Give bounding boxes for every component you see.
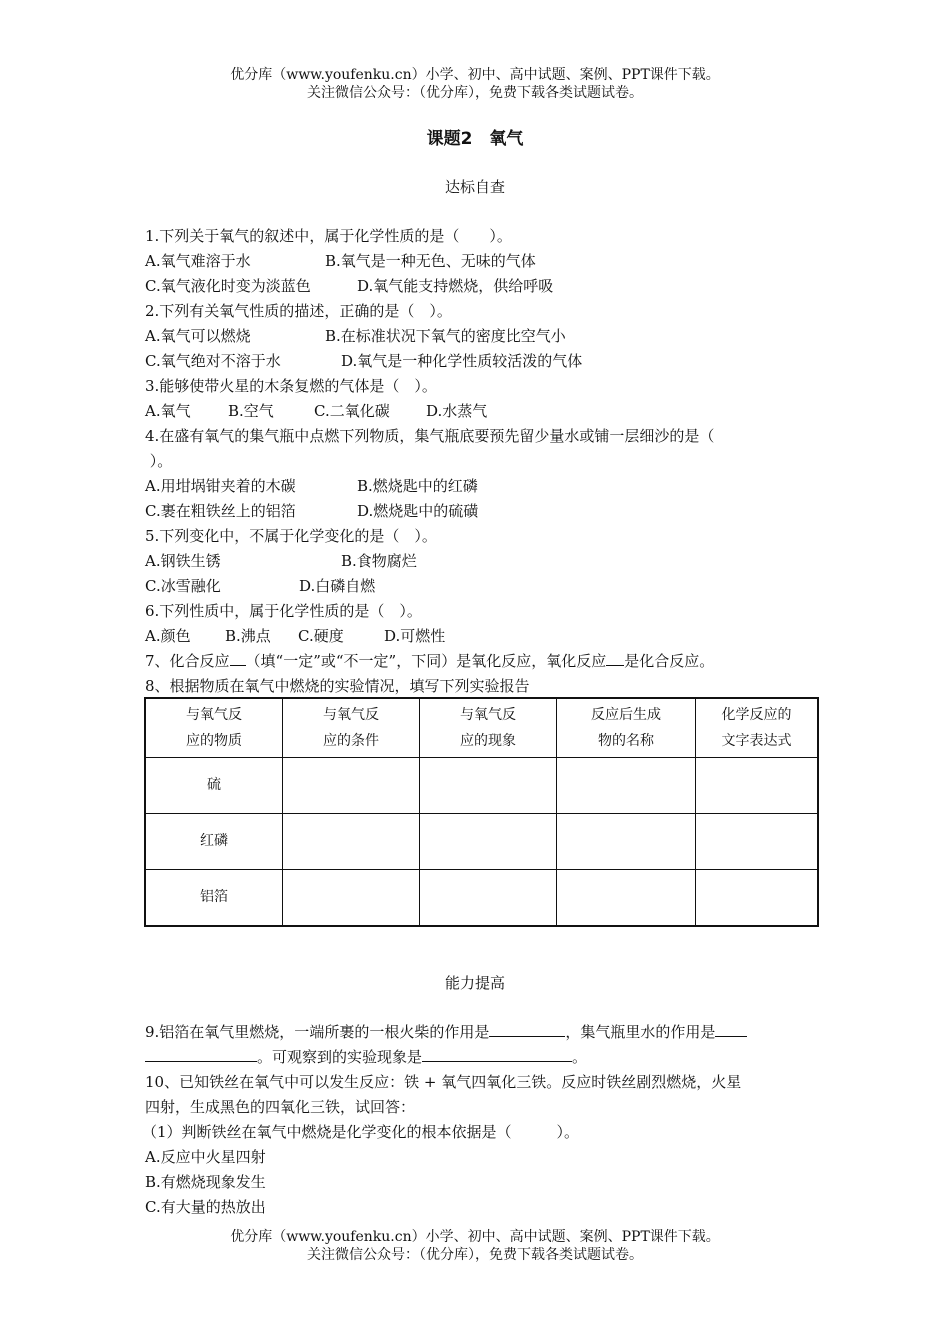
option-d: D.氧气是一种化学性质较活泼的气体 [341, 352, 583, 370]
table-cell-empty[interactable] [420, 869, 557, 926]
option-c: C.冰雪融化 [145, 577, 221, 595]
section-heading-advanced: 能力提高 [444, 974, 505, 992]
question-10-sub-1: （1）判断铁丝在氧气中燃烧是化学变化的根本依据是（ ）。 [142, 1123, 580, 1141]
question-5-options-ab [145, 549, 820, 574]
option-c: C.有大量的热放出 [145, 1198, 266, 1216]
option-b: B.食物腐烂 [341, 552, 417, 570]
question-8-stem: 8、根据物质在氧气中燃烧的实验情况，填写下列实验报告 [145, 677, 530, 695]
table-cell-empty[interactable] [696, 813, 819, 869]
question-10-line-1: 10、已知铁丝在氧气中可以发生反应：铁 + 氧气四氧化三铁。反应时铁丝剧烈燃烧，火星 [145, 1073, 742, 1091]
option-d: D.可燃性 [384, 627, 446, 645]
question-6-options [145, 624, 820, 649]
option-b: B.有燃烧现象发生 [145, 1173, 266, 1191]
question-6-stem: 6.下列性质中，属于化学性质的是（ ）。 [145, 602, 422, 620]
questions-block-1 [145, 224, 820, 699]
question-7-part-1: 7、化合反应 [145, 652, 230, 670]
option-a: A.用坩埚钳夹着的木碳 [145, 477, 296, 495]
section-heading-self-check: 达标自查 [444, 178, 505, 196]
option-d: D.白磷自燃 [299, 577, 376, 595]
option-a: A.氧气难溶于水 [145, 252, 251, 270]
table-header-cell: 与氧气反 应的条件 [283, 698, 420, 758]
question-1-options-cd [145, 274, 820, 299]
table-cell-empty[interactable] [283, 869, 420, 926]
question-1-stem: 1.下列关于氧气的叙述中，属于化学性质的是（ ）。 [145, 227, 512, 245]
option-c: C.硬度 [298, 627, 344, 645]
table-row [145, 813, 818, 869]
option-c: C.二氧化碳 [314, 402, 390, 420]
option-d: D.氧气能支持燃烧，供给呼吸 [357, 277, 554, 295]
footer-line-2: 关注微信公众号：（优分库），免费下载各类试题试卷。 [307, 1247, 643, 1263]
page-header [0, 66, 950, 102]
table-row [145, 869, 818, 926]
table-header-cell: 反应后生成 物的名称 [557, 698, 696, 758]
answer-blank[interactable] [606, 649, 624, 666]
question-3-options [145, 399, 820, 424]
header-line-2: 关注微信公众号：（优分库），免费下载各类试题试卷。 [307, 85, 643, 101]
table-cell-empty[interactable] [557, 813, 696, 869]
question-7 [145, 649, 820, 674]
footer-line-1: 优分库（www.youfenku.cn）小学、初中、高中试题、案例、PPT课件下载。 [230, 1229, 720, 1245]
table-header-cell: 与氧气反 应的现象 [420, 698, 557, 758]
answer-blank[interactable] [422, 1045, 572, 1062]
option-a: A.氧气可以燃烧 [145, 327, 251, 345]
table-cell-empty[interactable] [696, 869, 819, 926]
question-9-line-1 [145, 1020, 820, 1045]
table-cell-empty[interactable] [557, 758, 696, 814]
question-7-part-2: （填“一定”或“不一定”，下同）是氧化反应，氧化反应 [245, 652, 607, 670]
page-footer [0, 1228, 950, 1264]
questions-block-2 [142, 1020, 820, 1220]
question-9-part-3: 。可观察到的实验现象是 [257, 1048, 423, 1066]
question-9-part-2: ，集气瓶里水的作用是 [565, 1023, 716, 1041]
table-header-cell: 与氧气反 应的物质 [145, 698, 283, 758]
table-cell-empty[interactable] [283, 758, 420, 814]
experiment-report-table [144, 697, 819, 927]
option-b: B.氧气是一种无色、无味的气体 [325, 252, 536, 270]
question-2-options-cd [145, 349, 820, 374]
table-header-cell: 化学反应的 文字表达式 [696, 698, 819, 758]
question-5-stem: 5.下列变化中，不属于化学变化的是（ ）。 [145, 527, 437, 545]
page-title: 课题2 氧气 [426, 129, 524, 149]
question-2-options-ab [145, 324, 820, 349]
table-cell-empty[interactable] [283, 813, 420, 869]
table-cell-substance: 硫 [145, 758, 283, 814]
answer-blank[interactable] [230, 649, 246, 666]
table-row [145, 758, 818, 814]
option-b: B.燃烧匙中的红磷 [357, 477, 478, 495]
header-line-1: 优分库（www.youfenku.cn）小学、初中、高中试题、案例、PPT课件下载。 [230, 67, 720, 83]
table-cell-empty[interactable] [420, 758, 557, 814]
question-7-part-3: 是化合反应。 [624, 652, 715, 670]
question-5-options-cd [145, 574, 820, 599]
table-cell-substance: 红磷 [145, 813, 283, 869]
option-d: D.水蒸气 [426, 402, 488, 420]
option-c: C.氧气液化时变为淡蓝色 [145, 277, 311, 295]
question-9-part-4: 。 [572, 1048, 588, 1066]
option-c: C.裹在粗铁丝上的铝箔 [145, 502, 296, 520]
answer-blank[interactable] [145, 1045, 257, 1062]
table-cell-substance: 铝箔 [145, 869, 283, 926]
option-a: A.钢铁生锈 [145, 552, 221, 570]
question-4-stem-cont [145, 449, 820, 474]
table-header-row [145, 698, 818, 758]
option-b: B.在标准状况下氧气的密度比空气小 [325, 327, 566, 345]
question-1-options-ab [145, 249, 820, 274]
question-4-options-ab [145, 474, 820, 499]
answer-blank[interactable] [489, 1020, 565, 1037]
table-cell-empty[interactable] [696, 758, 819, 814]
option-a: A.颜色 [145, 627, 191, 645]
question-10-line-2: 四射，生成黑色的四氧化三铁，试回答： [145, 1098, 416, 1116]
question-4-options-cd [145, 499, 820, 524]
question-9-part-1: 9.铝箔在氧气里燃烧，一端所裹的一根火柴的作用是 [145, 1023, 490, 1041]
option-c: C.氧气绝对不溶于水 [145, 352, 281, 370]
option-a: A.反应中火星四射 [145, 1148, 266, 1166]
table-cell-empty[interactable] [557, 869, 696, 926]
table-cell-empty[interactable] [420, 813, 557, 869]
question-4-stem-end: ）。 [149, 452, 173, 470]
option-d: D.燃烧匙中的硫磺 [357, 502, 479, 520]
option-a: A.氧气 [145, 402, 191, 420]
option-b: B.空气 [228, 402, 274, 420]
question-2-stem: 2.下列有关氧气性质的描述，正确的是（ ）。 [145, 302, 452, 320]
question-3-stem: 3.能够使带火星的木条复燃的气体是（ ）。 [145, 377, 437, 395]
question-4-stem: 4.在盛有氧气的集气瓶中点燃下列物质，集气瓶底要预先留少量水或铺一层细沙的是（ [145, 427, 715, 445]
option-b: B.沸点 [225, 627, 271, 645]
answer-blank[interactable] [715, 1020, 747, 1037]
question-9-line-2 [145, 1045, 820, 1070]
